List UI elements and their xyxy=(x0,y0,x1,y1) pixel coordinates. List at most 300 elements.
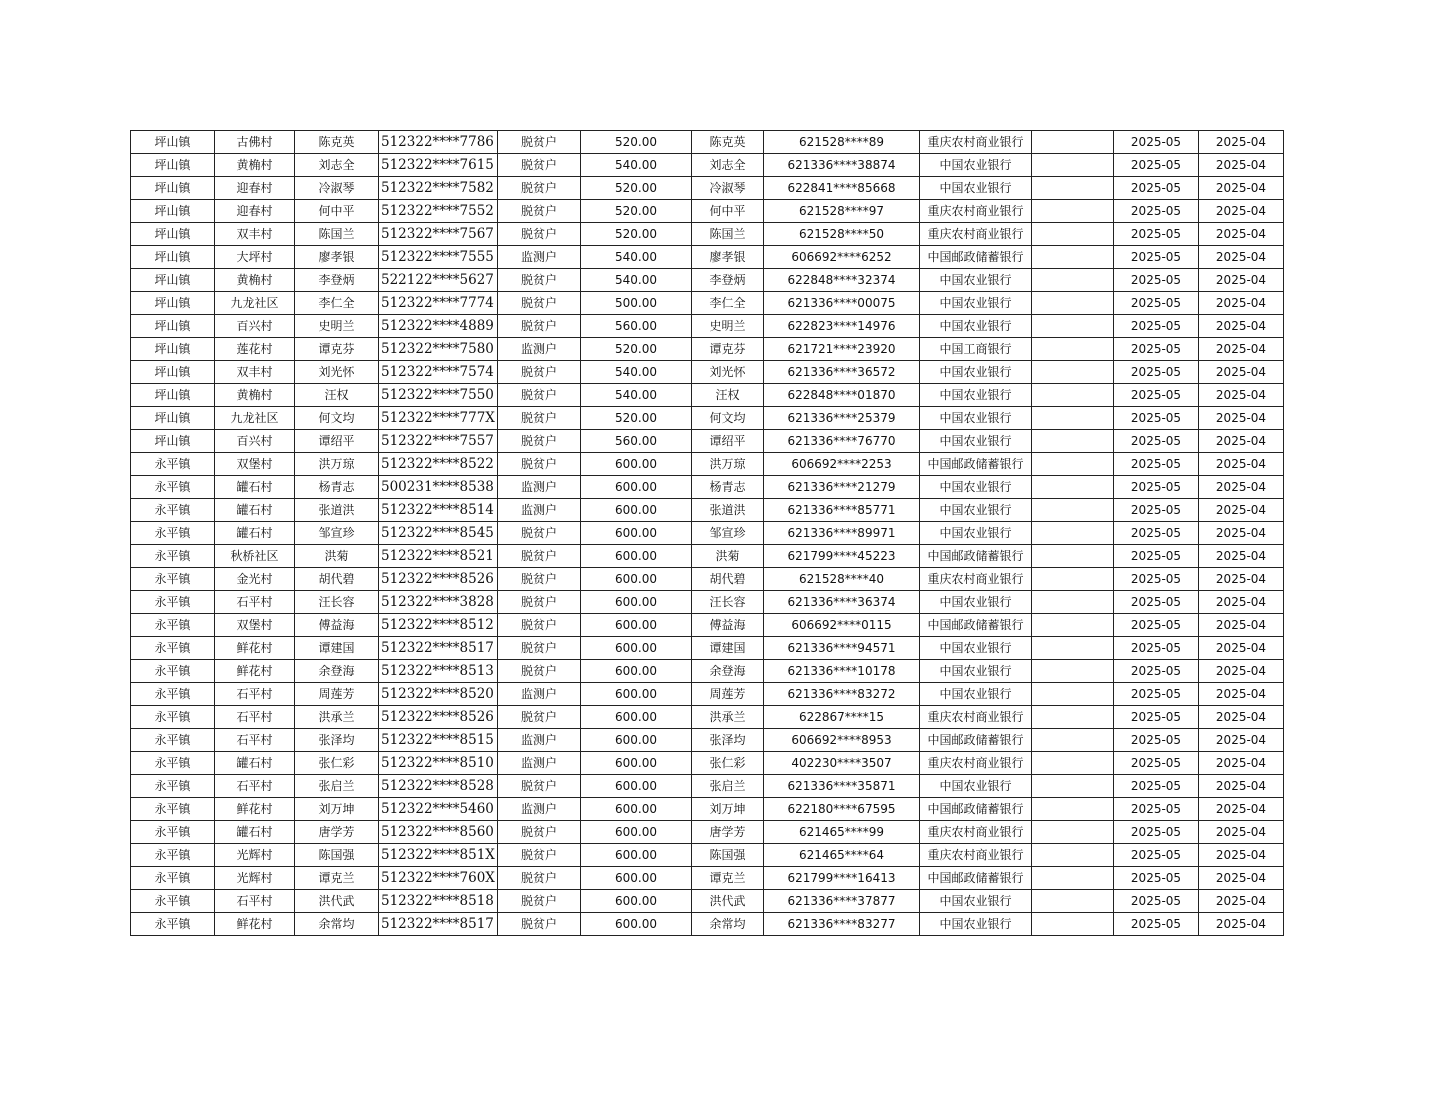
period-cell: 2025-04 xyxy=(1199,545,1284,568)
issue-month-cell: 2025-05 xyxy=(1114,154,1199,177)
amount-cell: 600.00 xyxy=(581,476,692,499)
bank-account-cell: 621465****99 xyxy=(764,821,920,844)
issue-month-cell: 2025-05 xyxy=(1114,568,1199,591)
village-cell: 罐石村 xyxy=(215,821,295,844)
note-cell xyxy=(1032,798,1114,821)
table-row xyxy=(131,223,1284,246)
payee-cell: 汪长容 xyxy=(692,591,764,614)
name-cell: 陈克英 xyxy=(295,131,379,154)
period-cell: 2025-04 xyxy=(1199,729,1284,752)
period-cell: 2025-04 xyxy=(1199,798,1284,821)
household-type-cell: 监测户 xyxy=(498,798,581,821)
name-cell: 余常均 xyxy=(295,913,379,936)
payee-cell: 杨青志 xyxy=(692,476,764,499)
bank-name-cell: 重庆农村商业银行 xyxy=(920,223,1032,246)
town-cell: 永平镇 xyxy=(131,545,215,568)
id-number-cell: 512322****8512 xyxy=(379,614,498,637)
bank-name-cell: 中国农业银行 xyxy=(920,522,1032,545)
town-cell: 永平镇 xyxy=(131,775,215,798)
id-number-cell: 512322****7555 xyxy=(379,246,498,269)
household-type-cell: 监测户 xyxy=(498,476,581,499)
note-cell xyxy=(1032,913,1114,936)
amount-cell: 600.00 xyxy=(581,568,692,591)
bank-name-cell: 中国工商银行 xyxy=(920,338,1032,361)
note-cell xyxy=(1032,154,1114,177)
household-type-cell: 脱贫户 xyxy=(498,292,581,315)
issue-month-cell: 2025-05 xyxy=(1114,867,1199,890)
note-cell xyxy=(1032,223,1114,246)
amount-cell: 560.00 xyxy=(581,315,692,338)
table-row xyxy=(131,637,1284,660)
village-cell: 黄桷村 xyxy=(215,384,295,407)
period-cell: 2025-04 xyxy=(1199,315,1284,338)
town-cell: 永平镇 xyxy=(131,706,215,729)
bank-account-cell: 621721****23920 xyxy=(764,338,920,361)
village-cell: 光辉村 xyxy=(215,844,295,867)
household-type-cell: 脱贫户 xyxy=(498,775,581,798)
id-number-cell: 512322****7550 xyxy=(379,384,498,407)
id-number-cell: 512322****777X xyxy=(379,407,498,430)
period-cell: 2025-04 xyxy=(1199,591,1284,614)
period-cell: 2025-04 xyxy=(1199,269,1284,292)
amount-cell: 600.00 xyxy=(581,706,692,729)
bank-account-cell: 621336****89971 xyxy=(764,522,920,545)
period-cell: 2025-04 xyxy=(1199,246,1284,269)
note-cell xyxy=(1032,384,1114,407)
payee-cell: 余登海 xyxy=(692,660,764,683)
note-cell xyxy=(1032,407,1114,430)
name-cell: 张道洪 xyxy=(295,499,379,522)
amount-cell: 520.00 xyxy=(581,131,692,154)
bank-account-cell: 402230****3507 xyxy=(764,752,920,775)
payee-cell: 洪承兰 xyxy=(692,706,764,729)
town-cell: 坪山镇 xyxy=(131,177,215,200)
village-cell: 石平村 xyxy=(215,706,295,729)
bank-account-cell: 621528****97 xyxy=(764,200,920,223)
village-cell: 秋桥社区 xyxy=(215,545,295,568)
id-number-cell: 512322****4889 xyxy=(379,315,498,338)
bank-account-cell: 606692****6252 xyxy=(764,246,920,269)
bank-account-cell: 621336****83277 xyxy=(764,913,920,936)
town-cell: 永平镇 xyxy=(131,568,215,591)
amount-cell: 600.00 xyxy=(581,890,692,913)
payment-roster-table xyxy=(130,130,1284,936)
village-cell: 九龙社区 xyxy=(215,292,295,315)
note-cell xyxy=(1032,430,1114,453)
bank-name-cell: 中国农业银行 xyxy=(920,407,1032,430)
table-row xyxy=(131,292,1284,315)
payee-cell: 谭克芬 xyxy=(692,338,764,361)
id-number-cell: 512322****8545 xyxy=(379,522,498,545)
issue-month-cell: 2025-05 xyxy=(1114,821,1199,844)
payee-cell: 李仁全 xyxy=(692,292,764,315)
id-number-cell: 512322****7580 xyxy=(379,338,498,361)
village-cell: 光辉村 xyxy=(215,867,295,890)
payee-cell: 胡代碧 xyxy=(692,568,764,591)
payee-cell: 李登炳 xyxy=(692,269,764,292)
town-cell: 坪山镇 xyxy=(131,361,215,384)
village-cell: 石平村 xyxy=(215,591,295,614)
household-type-cell: 脱贫户 xyxy=(498,591,581,614)
table-row xyxy=(131,821,1284,844)
note-cell xyxy=(1032,522,1114,545)
amount-cell: 520.00 xyxy=(581,338,692,361)
payee-cell: 张启兰 xyxy=(692,775,764,798)
amount-cell: 600.00 xyxy=(581,867,692,890)
village-cell: 石平村 xyxy=(215,890,295,913)
bank-account-cell: 606692****0115 xyxy=(764,614,920,637)
period-cell: 2025-04 xyxy=(1199,844,1284,867)
amount-cell: 600.00 xyxy=(581,683,692,706)
household-type-cell: 脱贫户 xyxy=(498,315,581,338)
name-cell: 刘志全 xyxy=(295,154,379,177)
id-number-cell: 512322****7786 xyxy=(379,131,498,154)
id-number-cell: 512322****8526 xyxy=(379,706,498,729)
payee-cell: 张仁彩 xyxy=(692,752,764,775)
household-type-cell: 脱贫户 xyxy=(498,430,581,453)
id-number-cell: 512322****8518 xyxy=(379,890,498,913)
household-type-cell: 脱贫户 xyxy=(498,867,581,890)
payee-cell: 谭建国 xyxy=(692,637,764,660)
period-cell: 2025-04 xyxy=(1199,361,1284,384)
amount-cell: 540.00 xyxy=(581,384,692,407)
amount-cell: 560.00 xyxy=(581,430,692,453)
issue-month-cell: 2025-05 xyxy=(1114,798,1199,821)
amount-cell: 600.00 xyxy=(581,775,692,798)
period-cell: 2025-04 xyxy=(1199,131,1284,154)
table-row xyxy=(131,200,1284,223)
payee-cell: 余常均 xyxy=(692,913,764,936)
household-type-cell: 监测户 xyxy=(498,729,581,752)
village-cell: 鲜花村 xyxy=(215,798,295,821)
village-cell: 迎春村 xyxy=(215,200,295,223)
household-type-cell: 脱贫户 xyxy=(498,269,581,292)
payee-cell: 陈国强 xyxy=(692,844,764,867)
bank-account-cell: 621528****50 xyxy=(764,223,920,246)
bank-account-cell: 621799****45223 xyxy=(764,545,920,568)
household-type-cell: 监测户 xyxy=(498,246,581,269)
amount-cell: 600.00 xyxy=(581,499,692,522)
payee-cell: 洪万琼 xyxy=(692,453,764,476)
town-cell: 永平镇 xyxy=(131,729,215,752)
note-cell xyxy=(1032,844,1114,867)
bank-name-cell: 中国农业银行 xyxy=(920,683,1032,706)
payee-cell: 张泽均 xyxy=(692,729,764,752)
issue-month-cell: 2025-05 xyxy=(1114,200,1199,223)
bank-name-cell: 中国农业银行 xyxy=(920,384,1032,407)
id-number-cell: 512322****7615 xyxy=(379,154,498,177)
household-type-cell: 脱贫户 xyxy=(498,913,581,936)
table-row xyxy=(131,131,1284,154)
household-type-cell: 脱贫户 xyxy=(498,660,581,683)
table-row xyxy=(131,430,1284,453)
bank-account-cell: 621336****35871 xyxy=(764,775,920,798)
village-cell: 罐石村 xyxy=(215,499,295,522)
issue-month-cell: 2025-05 xyxy=(1114,177,1199,200)
village-cell: 百兴村 xyxy=(215,430,295,453)
period-cell: 2025-04 xyxy=(1199,821,1284,844)
payee-cell: 刘万坤 xyxy=(692,798,764,821)
bank-account-cell: 621336****36374 xyxy=(764,591,920,614)
note-cell xyxy=(1032,775,1114,798)
issue-month-cell: 2025-05 xyxy=(1114,913,1199,936)
issue-month-cell: 2025-05 xyxy=(1114,775,1199,798)
name-cell: 洪万琼 xyxy=(295,453,379,476)
village-cell: 古佛村 xyxy=(215,131,295,154)
bank-account-cell: 621336****21279 xyxy=(764,476,920,499)
village-cell: 罐石村 xyxy=(215,522,295,545)
id-number-cell: 512322****851X xyxy=(379,844,498,867)
table-row xyxy=(131,890,1284,913)
payee-cell: 谭绍平 xyxy=(692,430,764,453)
bank-account-cell: 621336****00075 xyxy=(764,292,920,315)
village-cell: 黄桷村 xyxy=(215,269,295,292)
payee-cell: 洪菊 xyxy=(692,545,764,568)
note-cell xyxy=(1032,568,1114,591)
bank-account-cell: 621336****37877 xyxy=(764,890,920,913)
household-type-cell: 脱贫户 xyxy=(498,131,581,154)
id-number-cell: 512322****8522 xyxy=(379,453,498,476)
table-row xyxy=(131,338,1284,361)
period-cell: 2025-04 xyxy=(1199,338,1284,361)
table-row xyxy=(131,522,1284,545)
issue-month-cell: 2025-05 xyxy=(1114,384,1199,407)
household-type-cell: 监测户 xyxy=(498,499,581,522)
id-number-cell: 512322****3828 xyxy=(379,591,498,614)
bank-account-cell: 621336****10178 xyxy=(764,660,920,683)
bank-account-cell: 622867****15 xyxy=(764,706,920,729)
table-row xyxy=(131,407,1284,430)
id-number-cell: 512322****7574 xyxy=(379,361,498,384)
bank-account-cell: 622848****01870 xyxy=(764,384,920,407)
household-type-cell: 脱贫户 xyxy=(498,568,581,591)
issue-month-cell: 2025-05 xyxy=(1114,499,1199,522)
issue-month-cell: 2025-05 xyxy=(1114,361,1199,384)
issue-month-cell: 2025-05 xyxy=(1114,522,1199,545)
amount-cell: 600.00 xyxy=(581,453,692,476)
table-body xyxy=(131,131,1284,936)
bank-name-cell: 中国农业银行 xyxy=(920,591,1032,614)
id-number-cell: 512322****7552 xyxy=(379,200,498,223)
bank-name-cell: 重庆农村商业银行 xyxy=(920,706,1032,729)
name-cell: 谭克芬 xyxy=(295,338,379,361)
name-cell: 洪代武 xyxy=(295,890,379,913)
id-number-cell: 512322****8520 xyxy=(379,683,498,706)
village-cell: 双丰村 xyxy=(215,223,295,246)
town-cell: 坪山镇 xyxy=(131,246,215,269)
bank-name-cell: 中国农业银行 xyxy=(920,660,1032,683)
town-cell: 坪山镇 xyxy=(131,384,215,407)
note-cell xyxy=(1032,131,1114,154)
table-row xyxy=(131,499,1284,522)
table-row xyxy=(131,775,1284,798)
note-cell xyxy=(1032,453,1114,476)
amount-cell: 600.00 xyxy=(581,844,692,867)
bank-name-cell: 重庆农村商业银行 xyxy=(920,821,1032,844)
bank-account-cell: 621336****83272 xyxy=(764,683,920,706)
issue-month-cell: 2025-05 xyxy=(1114,545,1199,568)
payee-cell: 唐学芳 xyxy=(692,821,764,844)
name-cell: 傅益海 xyxy=(295,614,379,637)
bank-name-cell: 中国农业银行 xyxy=(920,476,1032,499)
id-number-cell: 512322****760X xyxy=(379,867,498,890)
bank-account-cell: 622823****14976 xyxy=(764,315,920,338)
name-cell: 张泽均 xyxy=(295,729,379,752)
name-cell: 史明兰 xyxy=(295,315,379,338)
name-cell: 洪承兰 xyxy=(295,706,379,729)
issue-month-cell: 2025-05 xyxy=(1114,844,1199,867)
name-cell: 谭克兰 xyxy=(295,867,379,890)
id-number-cell: 512322****8517 xyxy=(379,913,498,936)
village-cell: 鲜花村 xyxy=(215,637,295,660)
household-type-cell: 脱贫户 xyxy=(498,177,581,200)
issue-month-cell: 2025-05 xyxy=(1114,430,1199,453)
table-row xyxy=(131,660,1284,683)
issue-month-cell: 2025-05 xyxy=(1114,315,1199,338)
village-cell: 鲜花村 xyxy=(215,913,295,936)
id-number-cell: 512322****8517 xyxy=(379,637,498,660)
note-cell xyxy=(1032,821,1114,844)
village-cell: 百兴村 xyxy=(215,315,295,338)
bank-name-cell: 重庆农村商业银行 xyxy=(920,200,1032,223)
issue-month-cell: 2025-05 xyxy=(1114,706,1199,729)
payee-cell: 何中平 xyxy=(692,200,764,223)
table-row xyxy=(131,154,1284,177)
household-type-cell: 脱贫户 xyxy=(498,821,581,844)
household-type-cell: 监测户 xyxy=(498,683,581,706)
town-cell: 永平镇 xyxy=(131,522,215,545)
note-cell xyxy=(1032,269,1114,292)
name-cell: 杨青志 xyxy=(295,476,379,499)
village-cell: 大坪村 xyxy=(215,246,295,269)
bank-account-cell: 622180****67595 xyxy=(764,798,920,821)
id-number-cell: 512322****8510 xyxy=(379,752,498,775)
table-row xyxy=(131,683,1284,706)
name-cell: 李登炳 xyxy=(295,269,379,292)
note-cell xyxy=(1032,361,1114,384)
bank-name-cell: 中国农业银行 xyxy=(920,913,1032,936)
issue-month-cell: 2025-05 xyxy=(1114,752,1199,775)
bank-name-cell: 重庆农村商业银行 xyxy=(920,568,1032,591)
household-type-cell: 脱贫户 xyxy=(498,223,581,246)
period-cell: 2025-04 xyxy=(1199,407,1284,430)
amount-cell: 520.00 xyxy=(581,407,692,430)
bank-name-cell: 中国农业银行 xyxy=(920,177,1032,200)
table-row xyxy=(131,568,1284,591)
id-number-cell: 512322****8513 xyxy=(379,660,498,683)
table-row xyxy=(131,269,1284,292)
name-cell: 谭建国 xyxy=(295,637,379,660)
payee-cell: 廖孝银 xyxy=(692,246,764,269)
bank-name-cell: 重庆农村商业银行 xyxy=(920,844,1032,867)
id-number-cell: 512322****7557 xyxy=(379,430,498,453)
note-cell xyxy=(1032,545,1114,568)
town-cell: 坪山镇 xyxy=(131,200,215,223)
bank-name-cell: 中国邮政储蓄银行 xyxy=(920,867,1032,890)
town-cell: 坪山镇 xyxy=(131,223,215,246)
issue-month-cell: 2025-05 xyxy=(1114,338,1199,361)
note-cell xyxy=(1032,729,1114,752)
bank-account-cell: 622848****32374 xyxy=(764,269,920,292)
id-number-cell: 512322****8514 xyxy=(379,499,498,522)
village-cell: 罐石村 xyxy=(215,476,295,499)
village-cell: 双堡村 xyxy=(215,614,295,637)
period-cell: 2025-04 xyxy=(1199,522,1284,545)
amount-cell: 600.00 xyxy=(581,752,692,775)
note-cell xyxy=(1032,246,1114,269)
id-number-cell: 512322****8528 xyxy=(379,775,498,798)
period-cell: 2025-04 xyxy=(1199,775,1284,798)
village-cell: 石平村 xyxy=(215,683,295,706)
bank-name-cell: 中国农业银行 xyxy=(920,890,1032,913)
issue-month-cell: 2025-05 xyxy=(1114,637,1199,660)
name-cell: 洪菊 xyxy=(295,545,379,568)
table-row xyxy=(131,913,1284,936)
amount-cell: 600.00 xyxy=(581,637,692,660)
village-cell: 双丰村 xyxy=(215,361,295,384)
note-cell xyxy=(1032,637,1114,660)
town-cell: 永平镇 xyxy=(131,591,215,614)
town-cell: 永平镇 xyxy=(131,844,215,867)
village-cell: 罐石村 xyxy=(215,752,295,775)
issue-month-cell: 2025-05 xyxy=(1114,223,1199,246)
amount-cell: 600.00 xyxy=(581,614,692,637)
household-type-cell: 脱贫户 xyxy=(498,361,581,384)
table-row xyxy=(131,614,1284,637)
id-number-cell: 512322****8515 xyxy=(379,729,498,752)
id-number-cell: 512322****7582 xyxy=(379,177,498,200)
period-cell: 2025-04 xyxy=(1199,223,1284,246)
amount-cell: 600.00 xyxy=(581,545,692,568)
bank-name-cell: 中国农业银行 xyxy=(920,499,1032,522)
period-cell: 2025-04 xyxy=(1199,614,1284,637)
bank-account-cell: 621336****76770 xyxy=(764,430,920,453)
table-row xyxy=(131,867,1284,890)
table-row xyxy=(131,545,1284,568)
bank-account-cell: 606692****2253 xyxy=(764,453,920,476)
id-number-cell: 512322****7567 xyxy=(379,223,498,246)
village-cell: 石平村 xyxy=(215,775,295,798)
town-cell: 永平镇 xyxy=(131,821,215,844)
bank-account-cell: 621528****40 xyxy=(764,568,920,591)
name-cell: 李仁全 xyxy=(295,292,379,315)
period-cell: 2025-04 xyxy=(1199,913,1284,936)
name-cell: 何中平 xyxy=(295,200,379,223)
household-type-cell: 脱贫户 xyxy=(498,890,581,913)
bank-name-cell: 中国邮政储蓄银行 xyxy=(920,614,1032,637)
bank-name-cell: 中国邮政储蓄银行 xyxy=(920,798,1032,821)
name-cell: 汪长容 xyxy=(295,591,379,614)
table-row xyxy=(131,361,1284,384)
name-cell: 胡代碧 xyxy=(295,568,379,591)
household-type-cell: 脱贫户 xyxy=(498,522,581,545)
period-cell: 2025-04 xyxy=(1199,453,1284,476)
payee-cell: 傅益海 xyxy=(692,614,764,637)
note-cell xyxy=(1032,591,1114,614)
town-cell: 坪山镇 xyxy=(131,269,215,292)
amount-cell: 540.00 xyxy=(581,269,692,292)
payee-cell: 刘光怀 xyxy=(692,361,764,384)
table-row xyxy=(131,729,1284,752)
note-cell xyxy=(1032,338,1114,361)
household-type-cell: 监测户 xyxy=(498,338,581,361)
issue-month-cell: 2025-05 xyxy=(1114,683,1199,706)
issue-month-cell: 2025-05 xyxy=(1114,269,1199,292)
town-cell: 永平镇 xyxy=(131,499,215,522)
table-row xyxy=(131,315,1284,338)
name-cell: 谭绍平 xyxy=(295,430,379,453)
period-cell: 2025-04 xyxy=(1199,660,1284,683)
